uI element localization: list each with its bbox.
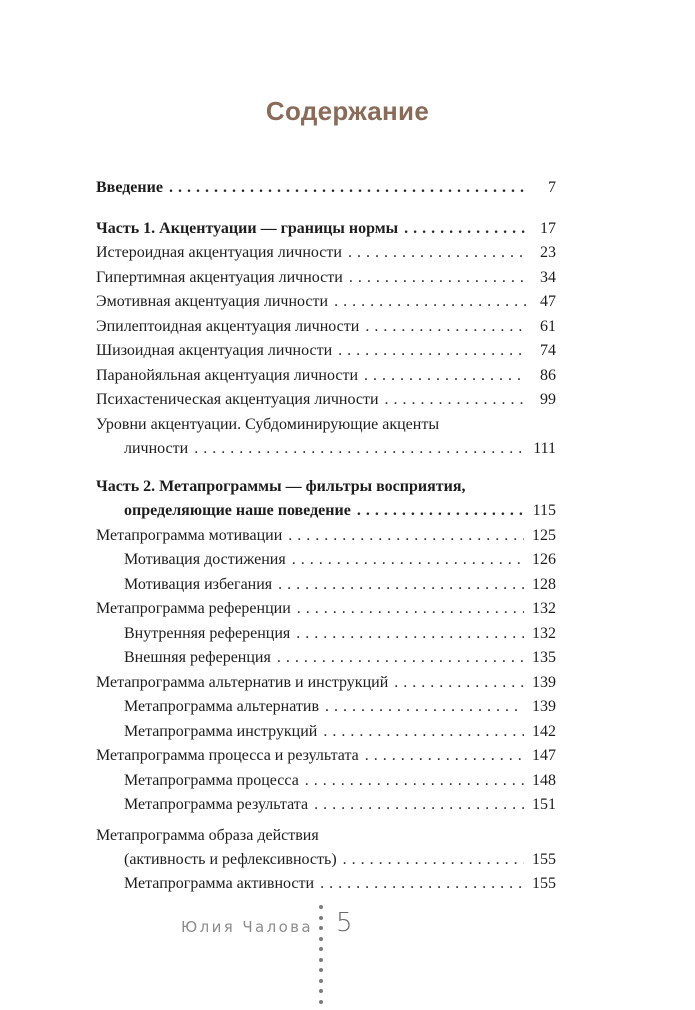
toc-entry-label-line1: Часть 2. Метапрограммы — фильтры восприятия, [96,478,466,495]
toc-entry-label: Внутренняя референция [124,624,291,642]
toc-entry-page: 155 [532,875,556,892]
toc-subentry[interactable] [96,646,556,671]
toc-entry-label: Паранойяльная акцентуация личности [96,366,359,384]
toc-entry-label: Мотивация достижения [124,551,286,568]
toc-entry-label-line2: (активность и рефлексивность) [124,850,337,868]
footer-dotted-rule [319,905,325,1010]
toc-entry[interactable] [96,315,556,340]
footer-author: Юлия Чалова [181,918,313,936]
leader-dots [194,437,525,462]
toc-subentry[interactable] [96,793,556,818]
toc-entry-label: Психастеническая акцентуация личности [96,391,379,408]
toc-entry[interactable] [96,364,556,389]
toc-entry-page: 151 [532,796,556,813]
leader-dots [365,744,524,769]
toc-entry-page: 115 [532,502,556,519]
toc-entry-label-line1: Уровни акцентуации. Субдоминирующие акценты [96,415,440,433]
toc-entry-label: Эпилептоидная акцентуация личности [96,317,360,335]
page-number: 5 [336,908,353,938]
leader-dots [325,695,524,720]
toc-subentry[interactable] [96,573,556,598]
toc-entry-label: Внешняя референция [124,649,271,666]
leader-dots [292,548,524,573]
toc-entry[interactable] [96,339,556,364]
toc-entry-page: 132 [532,624,556,642]
toc-entry-page: 99 [540,391,556,408]
toc-entry-page: 135 [532,649,556,666]
toc-entry-part1[interactable] [96,217,556,242]
toc-entry-page: 132 [532,600,556,617]
toc-entry-label-line1: Метапрограмма образа действия [96,826,319,844]
leader-dots [348,241,526,266]
toc-entry-page: 126 [532,551,556,568]
toc-entry[interactable] [96,290,556,315]
toc-entry-page: 34 [540,268,556,286]
leader-dots [297,597,524,622]
toc-entry[interactable] [96,266,556,291]
toc-entry-label: Метапрограмма результата [124,796,309,813]
toc-entry[interactable] [96,744,556,769]
page-title: Содержание [265,96,430,126]
toc-subentry[interactable] [96,769,556,794]
toc-entry-label: Гипертимная акцентуация личности [96,268,343,286]
toc-entry-page: 139 [532,698,556,715]
toc-entry-page: 17 [540,219,556,237]
toc-entry-accent-levels[interactable] [96,413,556,462]
toc-entry-page: 74 [540,342,556,359]
leader-dots [314,793,524,818]
toc-entry[interactable] [96,241,556,266]
leader-dots [277,646,524,671]
toc-entry[interactable] [96,597,556,622]
toc-entry-page: 148 [532,771,556,789]
toc-entry-label-line2: личности [124,439,189,457]
toc-entry-label: Мотивация избегания [124,575,273,593]
leader-dots [169,176,526,201]
toc-entry-page: 128 [532,575,556,593]
leader-dots [278,573,524,598]
leader-dots [288,524,524,549]
toc-entry-label: Введение [96,179,163,196]
toc-entry-label: Эмотивная акцентуация личности [96,293,329,310]
leader-dots [296,622,524,647]
toc-entry-intro[interactable] [96,176,556,201]
toc-entry-label: Метапрограмма инструкций [124,722,318,740]
toc-entry-page: 111 [533,439,556,457]
toc-entry-label: Метапрограмма процесса и результата [96,747,359,764]
toc-entry-page: 7 [548,179,556,196]
leader-dots [305,769,524,794]
leader-dots [323,720,524,745]
toc-subentry[interactable] [96,872,556,897]
toc-entry-page: 147 [532,747,556,764]
table-of-contents [96,176,556,897]
toc-entry[interactable] [96,671,556,696]
toc-subentry[interactable] [96,548,556,573]
toc-entry-label-line2: определяющие наше поведение [124,502,351,519]
toc-entry-label: Метапрограмма процесса [124,771,299,789]
toc-subentry[interactable] [96,622,556,647]
toc-subentry[interactable] [96,695,556,720]
toc-entry-page: 142 [532,722,556,740]
leader-dots [357,499,525,524]
toc-subentry[interactable] [96,720,556,745]
toc-entry-page: 47 [540,293,556,310]
leader-dots [320,872,524,897]
leader-dots [364,364,526,389]
leader-dots [343,848,524,873]
leader-dots [338,339,526,364]
toc-entry-label: Метапрограмма альтернатив и инструкций [96,673,389,691]
toc-entry[interactable] [96,524,556,549]
toc-entry-label: Часть 1. Акцентуации — границы нормы [96,219,399,237]
toc-entry-label: Метапрограмма альтернатив [124,698,320,715]
leader-dots [394,671,524,696]
toc-entry-page: 23 [540,244,556,261]
toc-entry-part2[interactable] [96,475,556,524]
toc-entry-label: Шизоидная акцентуация личности [96,342,333,359]
leader-dots [385,388,526,413]
toc-entry-label: Метапрограмма активности [124,875,315,892]
leader-dots [404,217,526,242]
toc-entry-action[interactable] [96,824,556,873]
leader-dots [334,290,526,315]
toc-entry-page: 125 [532,526,556,544]
toc-entry-label: Метапрограмма мотивации [96,526,283,544]
leader-dots [349,266,526,291]
toc-entry-label: Истероидная акцентуация личности [96,244,342,261]
toc-entry-page: 86 [540,366,556,384]
toc-entry-page: 61 [540,317,556,335]
leader-dots [365,315,526,340]
toc-entry-page: 155 [532,850,556,868]
toc-entry-page: 139 [532,673,556,691]
toc-entry-label: Метапрограмма референции [96,600,291,617]
toc-entry[interactable] [96,388,556,413]
